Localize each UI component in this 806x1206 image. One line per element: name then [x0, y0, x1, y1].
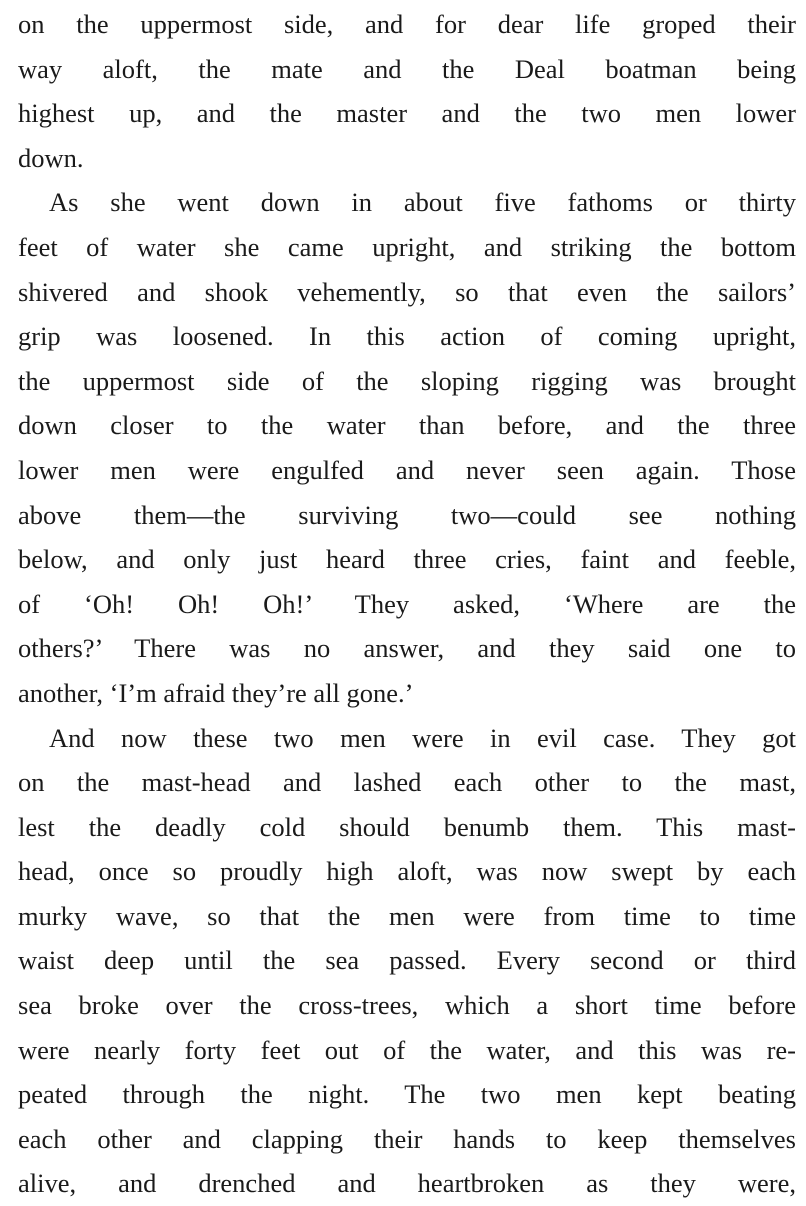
text-line: head, once so proudly high aloft, was now swept by each — [18, 849, 796, 894]
text-line: another, ‘I’m afraid they’re all gone.’ — [18, 671, 796, 716]
text-line: on the mast-head and lashed each other to the mast, — [18, 760, 796, 805]
text-line: down closer to the water than before, and the three — [18, 403, 796, 448]
text-line: grip was loosened. In this action of coming upright, — [18, 314, 796, 359]
text-line: on the uppermost side, and for dear life groped their — [18, 2, 796, 47]
text-line: feet of water she came upright, and striking the bottom — [18, 225, 796, 270]
text-line: lower men were engulfed and never seen again. Those — [18, 448, 796, 493]
text-line: As she went down in about five fathoms or thirty — [18, 180, 796, 225]
text-line: murky wave, so that the men were from time to time — [18, 894, 796, 939]
text-line: way aloft, the mate and the Deal boatman being — [18, 47, 796, 92]
text-line: each other and clapping their hands to keep themselves — [18, 1117, 796, 1162]
paragraph-1 — [18, 2, 796, 180]
text-line: highest up, and the master and the two men lower — [18, 91, 796, 136]
text-line: lest the deadly cold should benumb them. This mast- — [18, 805, 796, 850]
paragraph-3 — [18, 716, 796, 1206]
text-line: others?’ There was no answer, and they said one to — [18, 626, 796, 671]
text-line: sea broke over the cross-trees, which a short time before — [18, 983, 796, 1028]
text-line: the uppermost side of the sloping rigging was brought — [18, 359, 796, 404]
text-line: below, and only just heard three cries, faint and feeble, — [18, 537, 796, 582]
page-text — [18, 2, 796, 1206]
text-line: shivered and shook vehemently, so that even the sailors’ — [18, 270, 796, 315]
text-line: of ‘Oh! Oh! Oh!’ They asked, ‘Where are the — [18, 582, 796, 627]
text-line: were nearly forty feet out of the water, and this was re- — [18, 1028, 796, 1073]
text-line: waist deep until the sea passed. Every second or third — [18, 938, 796, 983]
text-line: peated through the night. The two men kept beating — [18, 1072, 796, 1117]
text-line: down. — [18, 136, 796, 181]
text-line: And now these two men were in evil case. They got — [18, 716, 796, 761]
text-line: alive, and drenched and heartbroken as they were, — [18, 1161, 796, 1206]
text-line: above them—the surviving two—could see nothing — [18, 493, 796, 538]
paragraph-2 — [18, 180, 796, 715]
